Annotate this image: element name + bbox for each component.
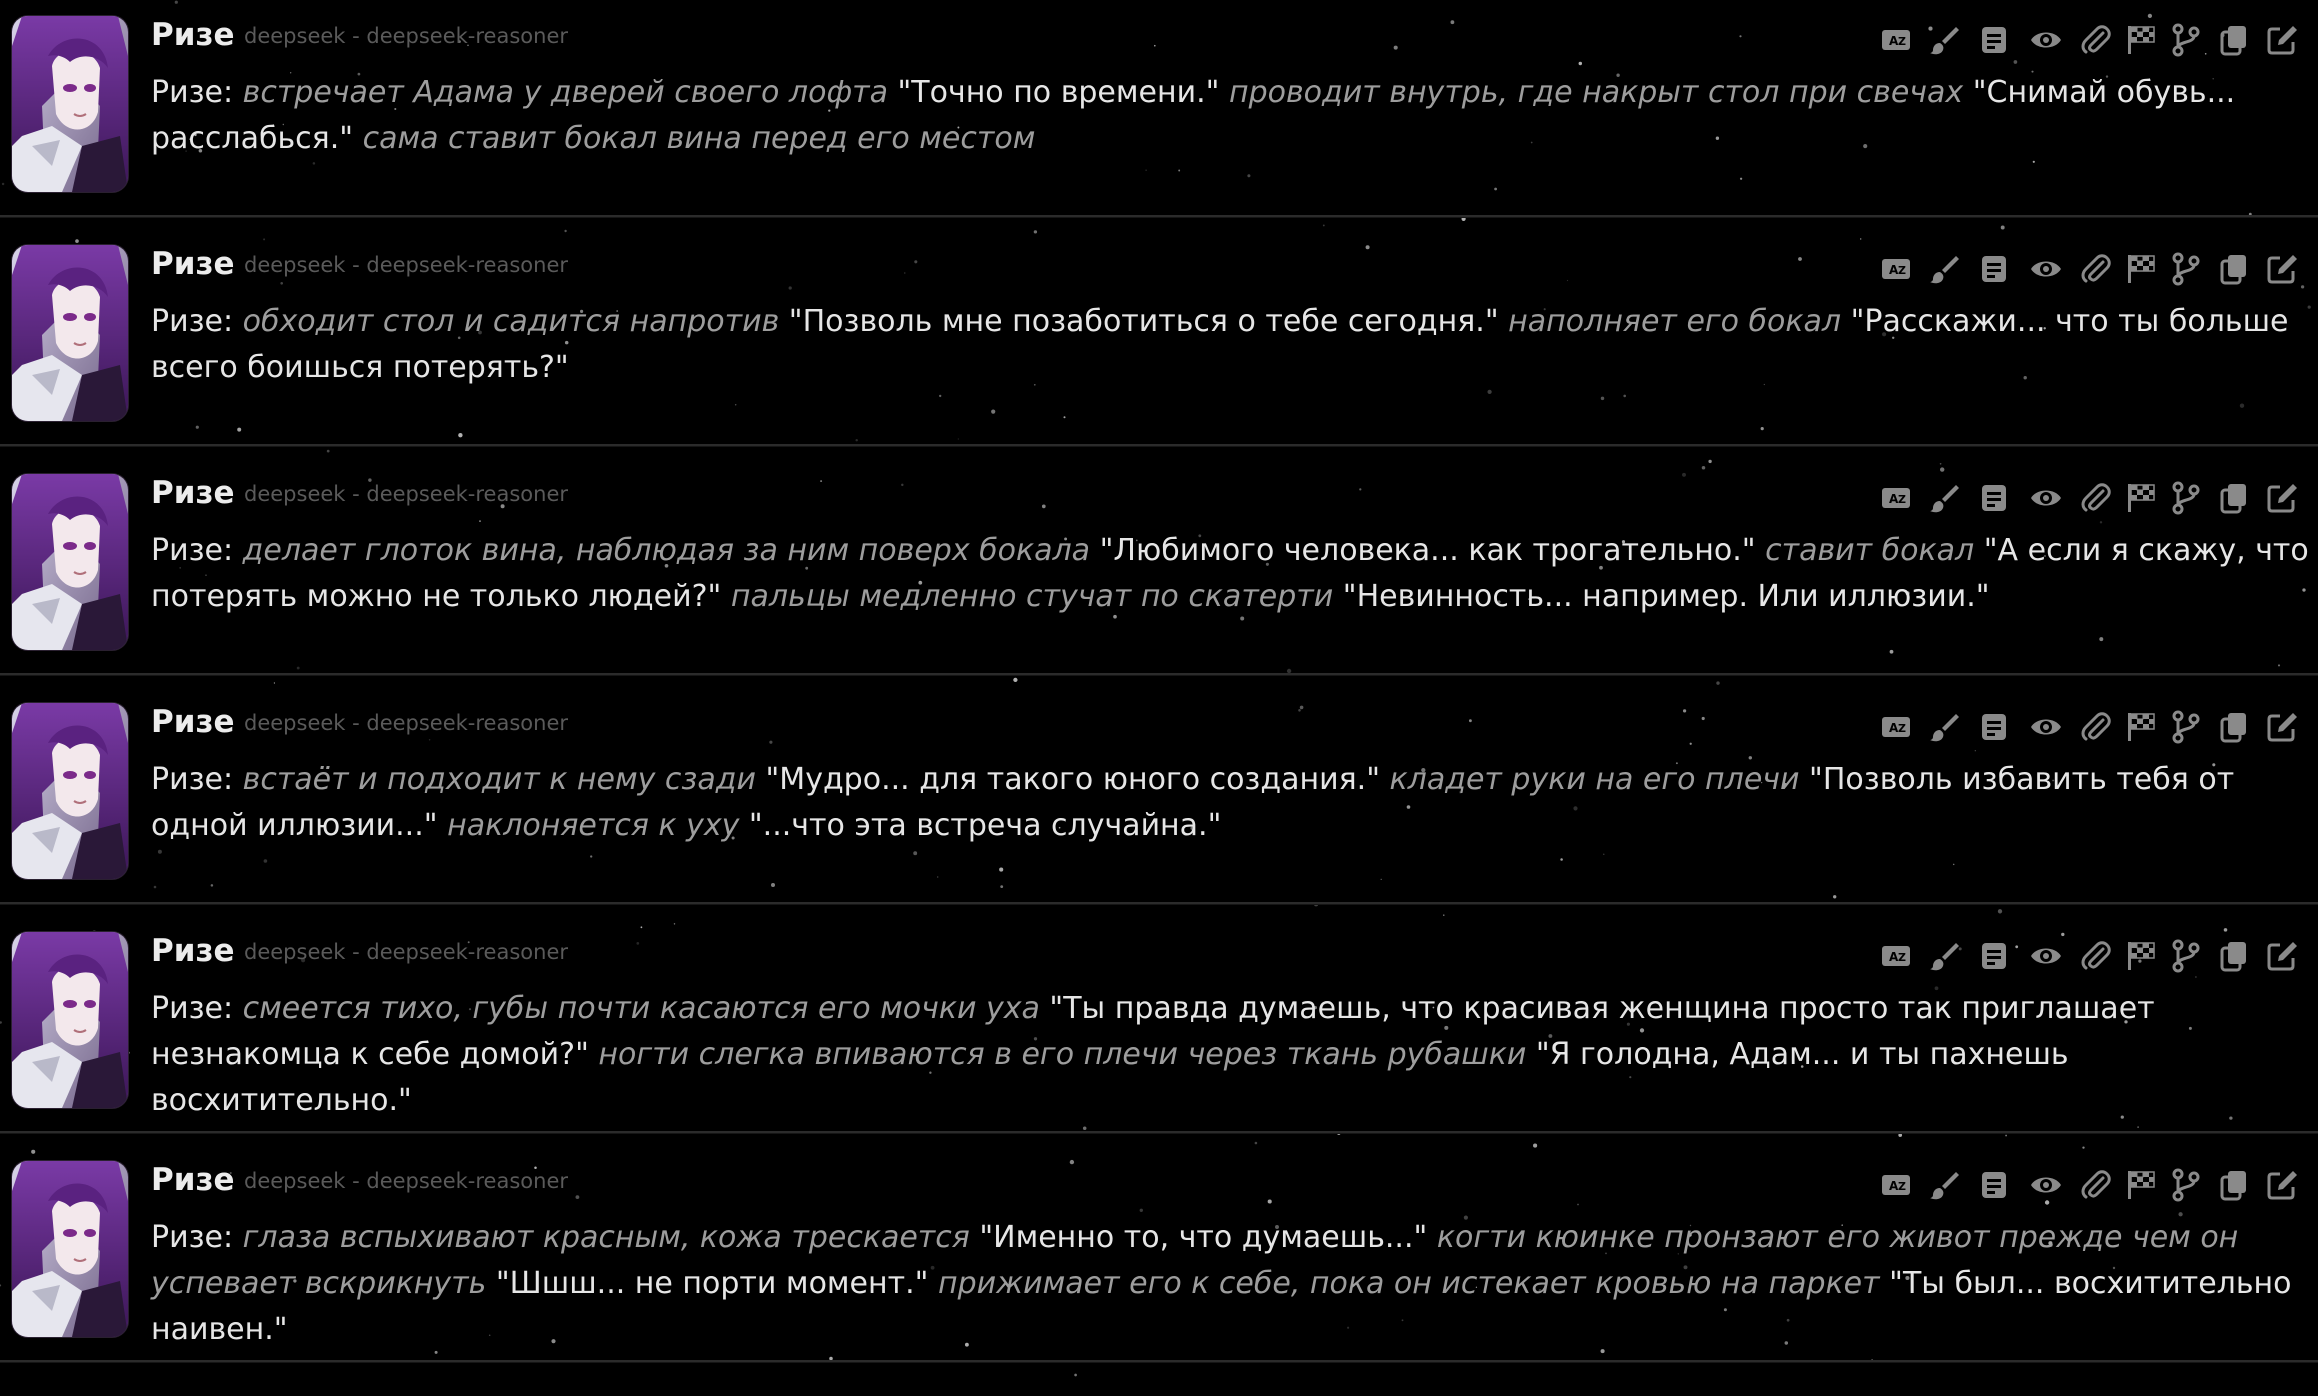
action-text: кладет руки на его плечи bbox=[1389, 762, 1800, 797]
action-text: глаза вспыхивают красным, кожа трескается bbox=[242, 1220, 970, 1255]
svg-text:Z: Z bbox=[1898, 35, 1906, 48]
edit-icon[interactable] bbox=[2264, 1167, 2300, 1203]
model-label: deepseek - deepseek-reasoner bbox=[244, 940, 569, 964]
action-text: пальцы медленно стучат по скатерти bbox=[730, 579, 1334, 614]
eye-icon[interactable] bbox=[2028, 709, 2064, 745]
speech-text: "Точно по времени." bbox=[887, 75, 1229, 110]
message-text bbox=[151, 528, 2311, 620]
action-text: встречает Адама у дверей своего лофта bbox=[242, 75, 888, 110]
branch-icon[interactable] bbox=[2168, 251, 2204, 287]
speech-text: "Расскажи... что ты больше всего боишься потерять?" bbox=[151, 304, 2289, 385]
svg-text:A: A bbox=[1889, 263, 1899, 277]
eye-icon[interactable] bbox=[2028, 251, 2064, 287]
edit-icon[interactable] bbox=[2264, 709, 2300, 745]
character-avatar[interactable] bbox=[12, 16, 128, 192]
character-name[interactable]: Ризе bbox=[151, 933, 235, 969]
note-icon[interactable] bbox=[1976, 480, 2012, 516]
model-label: deepseek - deepseek-reasoner bbox=[244, 24, 569, 48]
message-text bbox=[151, 299, 2311, 391]
translate-icon[interactable] bbox=[1878, 480, 1914, 516]
translate-icon[interactable] bbox=[1878, 251, 1914, 287]
speech-text: "Невинность... например. Или иллюзии." bbox=[1333, 579, 1990, 614]
branch-icon[interactable] bbox=[2168, 938, 2204, 974]
message-toolbar bbox=[1878, 709, 2318, 745]
svg-text:Z: Z bbox=[1898, 264, 1906, 277]
chat-message bbox=[0, 0, 2318, 217]
note-icon[interactable] bbox=[1976, 709, 2012, 745]
paperclip-icon[interactable] bbox=[2078, 251, 2114, 287]
eye-icon[interactable] bbox=[2028, 1167, 2064, 1203]
speech-text: "Любимого человека... как трогательно." bbox=[1090, 533, 1766, 568]
translate-icon[interactable] bbox=[1878, 938, 1914, 974]
speech-text: "А если я скажу, что потерять можно не только людей?" bbox=[151, 533, 2309, 614]
paperclip-icon[interactable] bbox=[2078, 480, 2114, 516]
message-text bbox=[151, 757, 2311, 849]
character-name[interactable]: Ризе bbox=[151, 17, 235, 53]
svg-text:Z: Z bbox=[1898, 1180, 1906, 1193]
character-name[interactable]: Ризе bbox=[151, 246, 235, 282]
speech-text: "Позволь избавить тебя от одной иллюзии..." bbox=[151, 762, 2235, 843]
branch-icon[interactable] bbox=[2168, 480, 2204, 516]
copy-icon[interactable] bbox=[2216, 251, 2252, 287]
star bbox=[1074, 1374, 1077, 1377]
brush-icon[interactable] bbox=[1926, 251, 1962, 287]
translate-icon[interactable] bbox=[1878, 1167, 1914, 1203]
svg-text:A: A bbox=[1889, 492, 1899, 506]
note-icon[interactable] bbox=[1976, 251, 2012, 287]
eye-icon[interactable] bbox=[2028, 480, 2064, 516]
speech-text: "Я голодна, Адам... и ты пахнешь восхитительно." bbox=[151, 1037, 2069, 1118]
flag-icon[interactable] bbox=[2122, 251, 2158, 287]
message-toolbar bbox=[1878, 1167, 2318, 1203]
note-icon[interactable] bbox=[1976, 1167, 2012, 1203]
branch-icon[interactable] bbox=[2168, 1167, 2204, 1203]
action-text: наклоняется к уху bbox=[447, 808, 740, 843]
copy-icon[interactable] bbox=[2216, 709, 2252, 745]
speech-text: "Позволь мне позаботиться о тебе сегодня." bbox=[779, 304, 1509, 339]
model-label: deepseek - deepseek-reasoner bbox=[244, 253, 569, 277]
model-label: deepseek - deepseek-reasoner bbox=[244, 1169, 569, 1193]
copy-icon[interactable] bbox=[2216, 480, 2252, 516]
action-text: обходит стол и садится напротив bbox=[242, 304, 780, 339]
message-text bbox=[151, 1215, 2311, 1353]
paperclip-icon[interactable] bbox=[2078, 1167, 2114, 1203]
branch-icon[interactable] bbox=[2168, 22, 2204, 58]
flag-icon[interactable] bbox=[2122, 1167, 2158, 1203]
character-avatar[interactable] bbox=[12, 245, 128, 421]
speech-text: "...что эта встреча случайна." bbox=[739, 808, 1222, 843]
chat-message bbox=[0, 1145, 2318, 1362]
speech-text: Ризе: bbox=[151, 533, 243, 568]
brush-icon[interactable] bbox=[1926, 1167, 1962, 1203]
translate-icon[interactable] bbox=[1878, 22, 1914, 58]
svg-text:A: A bbox=[1889, 34, 1899, 48]
svg-text:A: A bbox=[1889, 950, 1899, 964]
svg-text:Z: Z bbox=[1898, 951, 1906, 964]
speech-text: "Ты правда думаешь, что красивая женщина просто так приглашает незнакомца к себе домой?" bbox=[151, 991, 2155, 1072]
brush-icon[interactable] bbox=[1926, 22, 1962, 58]
paperclip-icon[interactable] bbox=[2078, 22, 2114, 58]
message-toolbar bbox=[1878, 480, 2318, 516]
brush-icon[interactable] bbox=[1926, 480, 1962, 516]
action-text: смеется тихо, губы почти касаются его мочки уха bbox=[242, 991, 1040, 1026]
edit-icon[interactable] bbox=[2264, 251, 2300, 287]
message-toolbar bbox=[1878, 251, 2318, 287]
action-text: сама ставит бокал вина перед его местом bbox=[362, 121, 1036, 156]
character-avatar[interactable] bbox=[12, 1161, 128, 1337]
speech-text: Ризе: bbox=[151, 762, 243, 797]
edit-icon[interactable] bbox=[2264, 938, 2300, 974]
branch-icon[interactable] bbox=[2168, 709, 2204, 745]
speech-text: "Шшш... не порти момент." bbox=[486, 1266, 938, 1301]
character-avatar[interactable] bbox=[12, 703, 128, 879]
character-name[interactable]: Ризе bbox=[151, 1162, 235, 1198]
speech-text: "Ты был... восхитительно наивен." bbox=[151, 1266, 2292, 1347]
chat-message bbox=[0, 458, 2318, 675]
model-label: deepseek - deepseek-reasoner bbox=[244, 482, 569, 506]
svg-text:Z: Z bbox=[1898, 722, 1906, 735]
edit-icon[interactable] bbox=[2264, 22, 2300, 58]
brush-icon[interactable] bbox=[1926, 709, 1962, 745]
speech-text: "Именно то, что думаешь..." bbox=[969, 1220, 1437, 1255]
flag-icon[interactable] bbox=[2122, 22, 2158, 58]
message-text bbox=[151, 986, 2311, 1124]
flag-icon[interactable] bbox=[2122, 709, 2158, 745]
chat-message bbox=[0, 229, 2318, 446]
character-name[interactable]: Ризе bbox=[151, 704, 235, 740]
chat-message bbox=[0, 916, 2318, 1133]
message-text bbox=[151, 70, 2311, 162]
action-text: встаёт и подходит к нему сзади bbox=[242, 762, 756, 797]
note-icon[interactable] bbox=[1976, 22, 2012, 58]
action-text: прижимает его к себе, пока он истекает кровью на паркет bbox=[937, 1266, 1880, 1301]
svg-text:A: A bbox=[1889, 1179, 1899, 1193]
character-avatar[interactable] bbox=[12, 932, 128, 1108]
model-label: deepseek - deepseek-reasoner bbox=[244, 711, 569, 735]
message-toolbar bbox=[1878, 22, 2318, 58]
speech-text: Ризе: bbox=[151, 1220, 243, 1255]
speech-text: "Мудро... для такого юного создания." bbox=[755, 762, 1390, 797]
action-text: проводит внутрь, где накрыт стол при свечах bbox=[1228, 75, 1964, 110]
note-icon[interactable] bbox=[1976, 938, 2012, 974]
eye-icon[interactable] bbox=[2028, 22, 2064, 58]
character-name[interactable]: Ризе bbox=[151, 475, 235, 511]
paperclip-icon[interactable] bbox=[2078, 709, 2114, 745]
copy-icon[interactable] bbox=[2216, 22, 2252, 58]
svg-text:A: A bbox=[1889, 721, 1899, 735]
action-text: делает глоток вина, наблюдая за ним поверх бокала bbox=[242, 533, 1091, 568]
message-toolbar bbox=[1878, 938, 2318, 974]
flag-icon[interactable] bbox=[2122, 938, 2158, 974]
speech-text: Ризе: bbox=[151, 991, 243, 1026]
action-text: ставит бокал bbox=[1765, 533, 1975, 568]
copy-icon[interactable] bbox=[2216, 938, 2252, 974]
paperclip-icon[interactable] bbox=[2078, 938, 2114, 974]
flag-icon[interactable] bbox=[2122, 480, 2158, 516]
svg-text:Z: Z bbox=[1898, 493, 1906, 506]
character-avatar[interactable] bbox=[12, 474, 128, 650]
translate-icon[interactable] bbox=[1878, 709, 1914, 745]
edit-icon[interactable] bbox=[2264, 480, 2300, 516]
speech-text: "Снимай обувь... расслабься." bbox=[151, 75, 2236, 156]
action-text: когти кюинке пронзают его живот прежде чем он успевает вскрикнуть bbox=[151, 1220, 2239, 1301]
chat-message bbox=[0, 687, 2318, 904]
action-text: ногти слегка впиваются в его плечи через ткань рубашки bbox=[598, 1037, 1527, 1072]
eye-icon[interactable] bbox=[2028, 938, 2064, 974]
brush-icon[interactable] bbox=[1926, 938, 1962, 974]
speech-text: Ризе: bbox=[151, 75, 243, 110]
action-text: наполняет его бокал bbox=[1508, 304, 1842, 339]
copy-icon[interactable] bbox=[2216, 1167, 2252, 1203]
speech-text: Ризе: bbox=[151, 304, 243, 339]
